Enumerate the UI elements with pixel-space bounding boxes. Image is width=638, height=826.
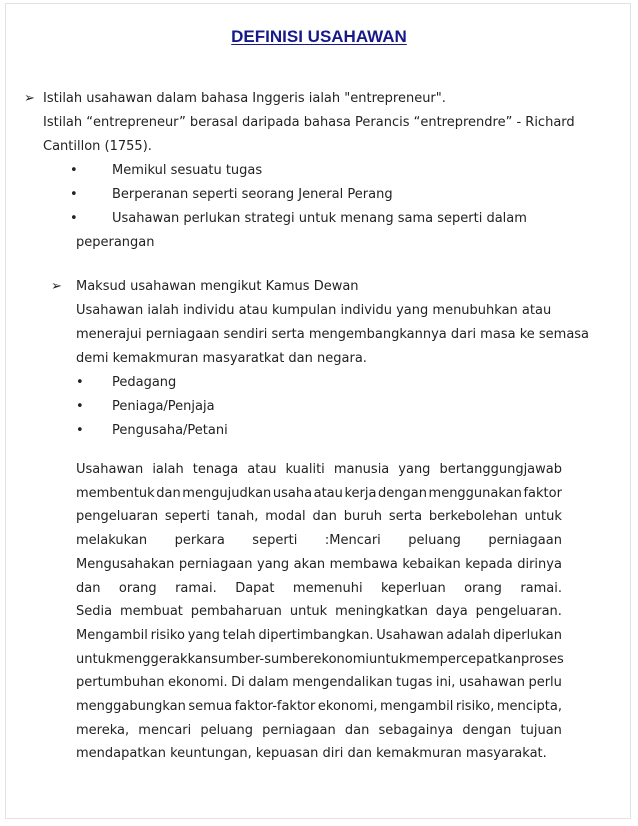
list-item: Peniaga/Penjaja	[112, 399, 215, 414]
section2-para-line: menerajui perniagaan sendiri serta mengembangkannya dari masa ke semasa	[76, 327, 590, 342]
bullet-dot-icon: •	[76, 375, 84, 390]
section3-line: Mengambil risiko yang telah dipertimbangkan. Usahawan adalah diperlukan	[76, 627, 562, 643]
section1-line2: Istilah “entrepreneur” berasal daripada bahasa Perancis “entreprendre” - Richard	[43, 115, 575, 130]
list-item: Berperanan seperti seorang Jeneral Perang	[112, 187, 393, 202]
section3-line: dan orang ramai. Dapat memenuhi keperluan orang ramai.	[76, 580, 562, 596]
list-item: Memikul sesuatu tugas	[112, 163, 263, 178]
section3-line: pertumbuhan ekonomi. Di dalam mengendalikan tugas ini, usahawan perlu	[76, 675, 562, 691]
section2-para-line: Usahawan ialah individu atau kumpulan individu yang menubuhkan atau	[76, 303, 552, 318]
list-item: Pengusaha/Petani	[112, 423, 228, 438]
section3-line: melakukan perkara seperti :Mencari peluang perniagaan	[76, 533, 562, 549]
section3-line: mereka, mencari peluang perniagaan dan sebagainya dengan tujuan	[76, 722, 562, 738]
arrowhead-right-icon: ➢	[24, 91, 35, 106]
bullet-dot-icon: •	[70, 163, 78, 178]
section3-line: untuk menggerakkan sumber-sumber ekonomi untuk mempercepatkan proses	[76, 651, 564, 667]
section2-heading: Maksud usahawan mengikut Kamus Dewan	[76, 279, 359, 294]
list-item-continuation: peperangan	[76, 235, 155, 250]
bullet-dot-icon: •	[76, 423, 84, 438]
bullet-dot-icon: •	[70, 211, 78, 226]
bullet-dot-icon: •	[70, 187, 78, 202]
section3-line: pengeluaran seperti tanah, modal dan buruh serta berkebolehan untuk	[76, 509, 562, 525]
page-title: DEFINISI USAHAWAN	[231, 27, 407, 46]
bullet-dot-icon: •	[76, 399, 84, 414]
list-item: Pedagang	[112, 375, 177, 390]
section3-line: mendapatkan keuntungan, kepuasan diri dan kemakmuran masyarakat.	[76, 746, 547, 762]
section3-line: menggabungkan semua faktor-faktor ekonomi, mengambil risiko, mencipta,	[76, 699, 562, 714]
section2-para-line: demi kemakmuran masyaratkat dan negara.	[76, 351, 367, 366]
section3-line: membentuk dan mengujudkan usaha atau kerja dengan menggunakan faktor	[76, 485, 562, 501]
section3-line: Mengusahakan perniagaan yang akan membawa kebaikan kepada dirinya	[76, 556, 562, 572]
arrowhead-right-icon: ➢	[51, 279, 62, 294]
section3-line: Sedia membuat pembaharuan untuk meningkatkan daya pengeluaran.	[76, 604, 562, 620]
list-item: Usahawan perlukan strategi untuk menang sama seperti dalam	[112, 211, 527, 226]
section1-line3: Cantillon (1755).	[43, 139, 152, 154]
section3-line: Usahawan ialah tenaga atau kualiti manusia yang bertanggungjawab	[76, 462, 562, 477]
section1-line1: Istilah usahawan dalam bahasa Inggeris ialah "entrepreneur".	[43, 91, 446, 106]
